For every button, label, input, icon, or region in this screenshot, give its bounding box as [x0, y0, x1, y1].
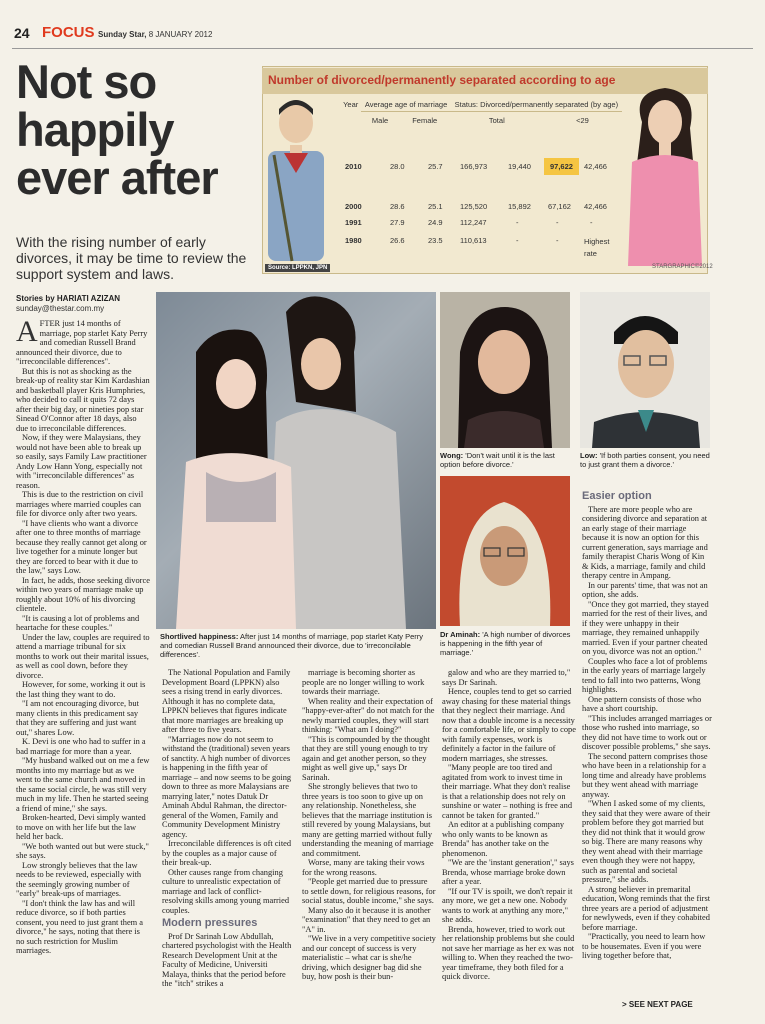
paragraph: "I don't think the law has and will reduce divorce, so if both parties consent, you need to just grant them a divorce," he says, noting that there is no such restriction for Muslim marriages. [16, 898, 143, 955]
paragraph: Now, if they were Malaysians, they would not have been able to break up so easily, says Family Law practitioner Andy Low Hann Yong, especially not with "irreconcilable differences" as reason. [16, 433, 147, 490]
column-5 [582, 488, 712, 998]
cell-total: 166,973 [460, 162, 488, 171]
paragraph: "People get married due to pressure to settle down, for religious reasons, for social status, double income," she says. [302, 877, 436, 905]
cell-lt29: - [516, 236, 519, 245]
cell-30-49: 97,622 [544, 158, 579, 175]
paragraph: "If our TV is spoilt, we don't repair it any more, we get a new one. Nobody wants to work at anything any more," she adds. [442, 886, 573, 924]
paragraph: "It is causing a lot of problems and heartache for these couples." [16, 613, 140, 632]
caption-lead: Wong: [440, 451, 464, 460]
paragraph: "When I asked some of my clients, they said that they were aware of their problem before they got married but they did not think that it would grow so big. There are many reasons why they went ahead with their marriage even though they were not happy, such as parental and societal pressure," she adds. [582, 799, 711, 884]
divorce-table [340, 98, 622, 130]
wong-caption [440, 451, 572, 469]
cell-30-49: 67,162 [548, 202, 571, 211]
author-email: sunday@thestar.com.my [16, 304, 105, 313]
paragraph: Brenda, however, tried to work out her relationship problems but she could not save her marriage as her ex was not willing to. When they reached the two-year timeframe, they both filed for a quick divorce. [442, 924, 575, 981]
paragraph: "Once they got married, they stayed married for the rest of their lives, and if they were unhappy in their marriage, they remained unhappily married. Even if your partner cheated on you, divorce was not an option." [582, 599, 709, 656]
paragraph: Prof Dr Sarinah Low Abdullah, chartered psychologist with the Health Research Development Unit at the Faculty of Medicine, Universiti Malaya, thinks that the period before the "itch" strikes a [162, 931, 292, 988]
paragraph: "This includes arranged marriages or those who rushed into marriage, so they did not have time to work out or discover possible problems," she says. [582, 713, 712, 751]
paragraph: "We both wanted out but were stuck," she says. [16, 841, 149, 860]
cell-male: 26.6 [390, 236, 405, 245]
page-number: 24 [14, 25, 30, 41]
caption-lead: Dr Aminah: [440, 630, 481, 639]
paragraph: marriage is becoming shorter as people are no longer willing to work towards their marriage. [302, 668, 425, 696]
header-male: Male [361, 112, 398, 130]
cell-year: 2000 [345, 202, 362, 211]
caption-text: After just 14 months of marriage, pop starlet Katy Perry and comedian Russell Brand announced their divorce, due to 'irreconcilable differences'. [160, 632, 424, 659]
column-4 [442, 668, 576, 1020]
cell-50: 42,466 [584, 202, 607, 211]
cell-30-49: - [556, 218, 559, 227]
main-photo [156, 292, 436, 629]
column-2-body [162, 668, 292, 915]
low-portrait [580, 292, 710, 448]
paragraph: The second pattern comprises those who have been in a relationship for a long time and already have problems but they went ahead with marriage anyway. [582, 751, 708, 799]
subhead-easier-option: Easier option [582, 490, 652, 502]
paragraph: However, for some, working it out is the last thing they want to do. [16, 680, 146, 699]
cell-total: 112,247 [460, 218, 487, 227]
paragraph: FTER just 14 months of marriage, pop starlet Katy Perry and comedian Russell Brand announced their divorce, due to "irreconcilable differences". [16, 319, 148, 366]
headline-line-1: Not so [16, 55, 157, 108]
paragraph: galow and who are they married to," says Dr Sarinah. [442, 668, 571, 687]
cell-50: 42,466 [584, 162, 607, 171]
column-2 [162, 668, 292, 1020]
table-header-row [340, 98, 622, 112]
cell-female: 25.1 [428, 202, 443, 211]
cell-female: 23.5 [428, 236, 443, 245]
paragraph: "We are the 'instant generation'," says Brenda, whose marriage broke down after a year. [442, 858, 574, 886]
headline-line-3: ever after [16, 151, 218, 204]
paragraph: One pattern consists of those who have a short courtship. [582, 694, 702, 713]
caption-lead: Shortlived happiness: [160, 632, 239, 641]
cell-total: 110,613 [460, 236, 487, 245]
chart-source: Source: LPPKN, JPN [265, 264, 330, 272]
paragraph: An editor at a publishing company who only wants to be known as Brenda" has another take on the phenomenon. [442, 820, 565, 858]
paragraph: "Practically, you need to learn how to be housemates. Even if you were living together before that, [582, 932, 706, 960]
aminah-caption [440, 630, 572, 657]
paragraph: "My husband walked out on me a few months into my marriage but as we went to the same church and moved in the same social circle, he was still very much in my life. Then he started seeing a friend of mine," she says. [16, 756, 150, 813]
header-rule [12, 48, 753, 49]
cell-year: 1991 [345, 218, 362, 227]
aminah-portrait [440, 476, 570, 626]
header-female: Female [399, 112, 451, 130]
cell-year: 1980 [345, 236, 362, 245]
chart-title: Number of divorced/permanently separated according to age [268, 73, 616, 87]
column-5-body [582, 505, 712, 961]
paragraph: "We live in a very competitive society and our concept of success is very materialistic – what car is she/he driving, which designer bag did she buy, how posh is their bun- [302, 934, 436, 981]
header-year: Year [343, 100, 359, 109]
column-1 [16, 319, 150, 1019]
headline-line-2: happily [16, 103, 174, 156]
header-total: Total [451, 112, 543, 130]
header-avg-age: Average age of marriage [364, 100, 448, 109]
section-title: FOCUS [42, 24, 95, 41]
cell-lt29: - [516, 218, 519, 227]
cell-total: 125,520 [460, 202, 488, 211]
dateline [98, 30, 212, 39]
deck: With the rising number of early divorces, it may be time to review the support system and laws. [16, 234, 247, 282]
paragraph: But this is not as shocking as the break-up of reality star Kim Kardashian and basketball player Kris Humphries, who decided to call it quits 72 days after their big day, or nineties pop star Sinead O'Connor after 18 days, also due to irreconcilable differences. [16, 366, 150, 433]
headline [16, 55, 246, 204]
paragraph: K. Devi is one who had to suffer in a bad marriage for more than a year. [16, 737, 146, 756]
paragraph: A strong believer in premarital education, Wong reminds that the first three years are a period of adjustment for newlyweds, even if they cohabited before marriage. [582, 884, 711, 932]
cell-male: 28.0 [390, 162, 405, 171]
paragraph: Many also do it because it is another "examination" that they need to get an "A" in. [302, 905, 431, 934]
table-subheader-row [340, 112, 622, 130]
cell-male: 28.6 [390, 202, 405, 211]
wong-portrait [440, 292, 570, 448]
drop-cap: A [16, 319, 38, 348]
paragraph: This is due to the restriction on civil marriages where married couples can file for divorce only after two years. [16, 490, 144, 518]
low-caption [580, 451, 712, 469]
cell-female: 25.7 [428, 162, 443, 171]
column-3 [302, 668, 436, 1020]
paragraph: "Marriages now do not seem to withstand the (traditional) seven years of sanctity. A high number of divorces is happening in the fifth year of marriage – and now seems to be going down to three as more Malaysians are marrying later," notes Datuk Dr Aminah Abdul Rahman, the director-general of the Women, Family and Community Development Ministry agency. [162, 734, 292, 839]
paragraph: Irreconcilable differences is oft cited by the couples as a major cause of their break-up. [162, 839, 292, 867]
caption-text: 'A high number of divorces is happening in the fifth year of marriage.' [440, 630, 571, 657]
caption-text: 'If both parties consent, you need to just grant them a divorce.' [580, 451, 710, 469]
cell-30-49: - [556, 236, 559, 245]
see-next-page: > SEE NEXT PAGE [622, 1000, 693, 1009]
main-photo-caption [160, 632, 435, 659]
paragraph: Hence, couples tend to get so carried away chasing for these material things that they neglect their marriage. And now that a double income is a necessity for a comfortable life, or simply to cope with family expenses, work is definitely a factor in the failure of modern marriages, she stresses. [442, 687, 576, 763]
paragraph: "Many people are too tired and agitated from work to invest time in their marriage. What they don't realise is that a relationship does not rely on sunshine or water – nothing is free and cannot be taken for granted." [442, 763, 573, 820]
wong-photo [440, 292, 570, 448]
paragraph: "I have clients who want a divorce after one to three months of marriage because they really cannot get along or live together for a minute longer but they are forced to bear with it due to the law," says Low. [16, 518, 147, 575]
column-2-continued [162, 932, 292, 989]
caption-text: 'Don't wait until it is the last option before divorce.' [440, 451, 555, 469]
couple-photo [156, 292, 436, 629]
cell-50: - [590, 218, 593, 227]
paragraph: There are more people who are considering divorce and separation at an early stage of their marriage because it is now an option for this current generation, says marriage and family therapist Charis Wong of Kin & Kids, a marriage, family and child therapy centre in Ampang. [582, 504, 708, 580]
paragraph: When reality and their expectation of "happy-ever-after" do not match for the newly married couples, they will start thinking: "What am I doing?" [302, 696, 435, 734]
byline: Stories by HARIATI AZIZAN [16, 294, 121, 303]
paragraph: "I am not encouraging divorce, but many clients in this predicament say that they are suffering and just want out," shares Low. [16, 699, 139, 737]
chart-credit: STARGRAPHIC©2012 [652, 264, 713, 270]
paragraph: Low strongly believes that the law needs to be reviewed, especially with the seemingly growing number of "early" break-ups of marriages. [16, 860, 142, 898]
cell-year: 2010 [345, 162, 362, 171]
issue-date: 8 JANUARY 2012 [148, 30, 213, 39]
paragraph: Worse, many are taking their vows for the wrong reasons. [302, 858, 425, 877]
header-status: Status: Divorced/permanently separated (by age) [454, 100, 619, 109]
header-lt29: <29 [543, 112, 622, 130]
paragraph: The National Population and Family Development Board (LPPKN) also sees a rising trend in early divorces. Although it has no complete data, LPPKN believes that figures indicate that more marriages are breaking up after three to five years. [162, 668, 291, 734]
caption-lead: Low: [580, 451, 598, 460]
paragraph: Broken-hearted, Devi simply wanted to move on with her life but the law held her back. [16, 813, 146, 841]
cell-female: 24.9 [428, 218, 443, 227]
paragraph: In our parents' time, that was not an option, she adds. [582, 580, 708, 599]
paragraph: She strongly believes that two to three years is too soon to give up on any relationship. Nonetheless, she believes that the marriage institution is still revered by young Malaysians, but many are getting married without fully understanding the meaning of marriage and commitment. [302, 782, 434, 858]
paragraph: Under the law, couples are required to attend a marriage tribunal for six months to work out their marital issues, as well as cool down, before they divorce. [16, 632, 150, 680]
cell-male: 27.9 [390, 218, 405, 227]
man-illustration [262, 95, 342, 265]
paper-name: Sunday Star, [98, 30, 147, 39]
cell-50: Highest rate [584, 237, 610, 258]
paragraph: Other causes range from changing culture to unrealistic expectation of marriage and lack of conflict-resolving skills among young married couples. [162, 867, 290, 915]
paragraph: "This is compounded by the thought that they are still young enough to try again and get another person, so they might as well give up," says Dr Sarinah. [302, 734, 430, 782]
low-photo [580, 292, 710, 448]
cell-lt29: 19,440 [508, 162, 531, 171]
cell-lt29: 15,892 [508, 202, 531, 211]
aminah-photo [440, 476, 570, 626]
subhead-modern-pressures: Modern pressures [162, 917, 258, 929]
woman-illustration [622, 82, 708, 266]
paragraph: Couples who face a lot of problems in the early years of marriage largely tend to fall into two patterns, Wong highlights. [582, 656, 708, 694]
paragraph: In fact, he adds, those seeking divorce within two years of marriage make up roughly about 10% of his divorcing clientele. [16, 575, 150, 613]
